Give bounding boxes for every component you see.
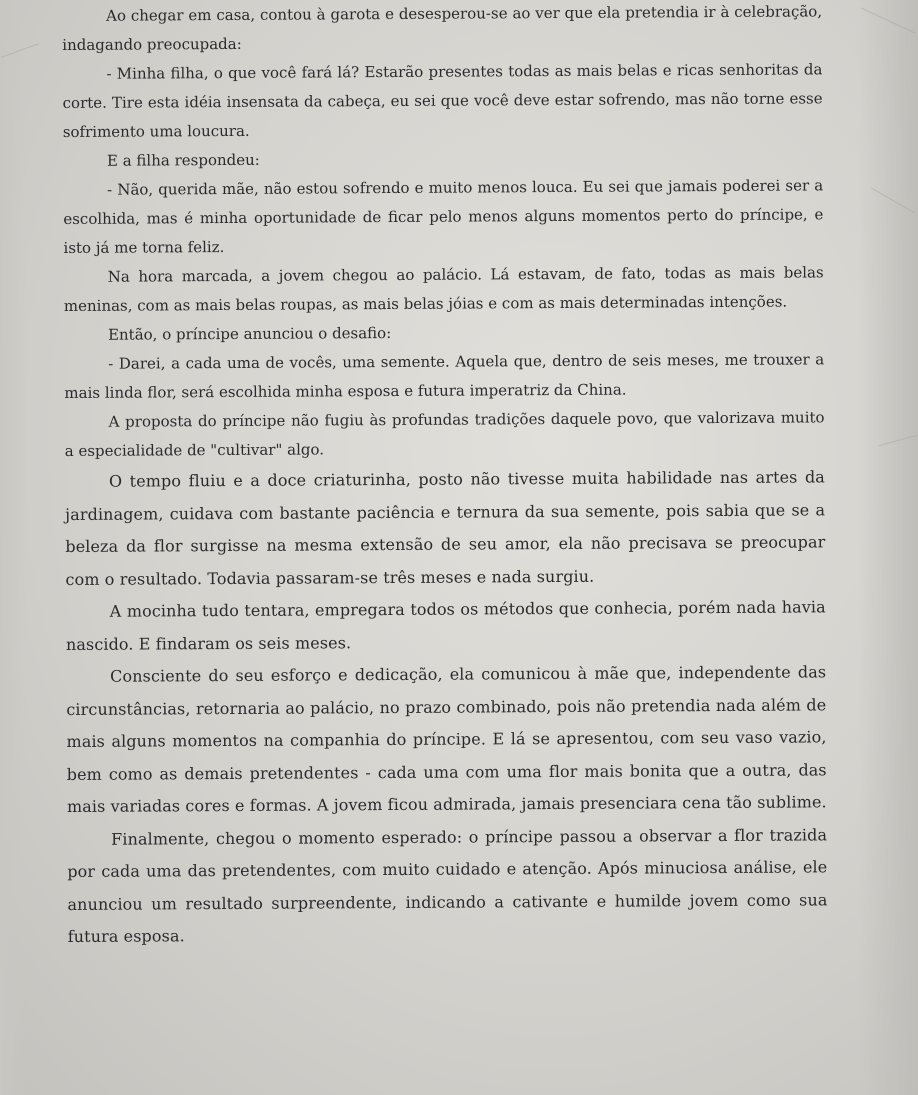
story-text bbox=[62, 0, 828, 953]
paragraph: - Darei, a cada uma de vocês, uma semente. Aquela que, dentro de seis meses, me trouxer a mais linda flor, será escolhida minha esposa e futura imperatriz da China. bbox=[64, 350, 825, 402]
paragraph: - Não, querida mãe, não estou sofrendo e muito menos louca. Eu sei que jamais poderei ser a escolhida, mas é minha oportunidade de ficar pelo menos alguns momentos perto do príncipe, e isto já me torna feliz. bbox=[63, 176, 824, 257]
paragraph: Consciente do seu esforço e dedicação, ela comunicou à mãe que, independente das circunstâncias, retornaria ao palácio, no prazo combinado, pois não pretendia nada além de mais alguns momentos na companhia do príncipe. E lá se apresentou, com seu vaso vazio, bem como as demais pretendentes - cada uma com uma flor mais bonita que a outra, das mais variadas cores e formas. A jovem ficou admirada, jamais presenciara cena tão sublime. bbox=[66, 662, 827, 816]
paragraph: E a filha respondeu: bbox=[106, 150, 260, 170]
paper-right-shadow bbox=[858, 0, 918, 1095]
paragraph: Ao chegar em casa, contou à garota e desesperou-se ao ver que ela pretendia ir à celebração, indagando preocupada: bbox=[62, 2, 823, 54]
paragraph: A mocinha tudo tentara, empregara todos os métodos que conhecia, porém nada havia nascido. E findaram os seis meses. bbox=[65, 597, 826, 654]
paragraph: Então, o príncipe anunciou o desafio: bbox=[107, 323, 392, 344]
paragraph: - Minha filha, o que você fará lá? Estarão presentes todas as mais belas e ricas senhoritas da corte. Tire esta idéia insensata da cabeça, eu sei que você deve estar sofrendo, mas não torne esse sofrimento uma loucura. bbox=[62, 60, 823, 141]
paragraph: O tempo fluiu e a doce criaturinha, posto não tivesse muita habilidade nas artes da jardinagem, cuidava com bastante paciência e ternura da sua semente, pois sabia que se a beleza da flor surgisse na mesma extensão de seu amor, ela não precisava se preocupar com o resultado. Todavia passaram-se três meses e nada surgiu. bbox=[65, 467, 826, 589]
paragraph: Finalmente, chegou o momento esperado: o príncipe passou a observar a flor trazida por cada uma das pretendentes, com muito cuidado e atenção. Após minuciosa análise, ele anunciou um resultado surpreendente, indicando a cativante e humilde jovem como sua futura esposa. bbox=[67, 824, 828, 946]
paragraph: A proposta do príncipe não fugiu às profundas tradições daquele povo, que valorizava muito a especialidade de "cultivar" algo. bbox=[64, 408, 825, 460]
paragraph: Na hora marcada, a jovem chegou ao palácio. Lá estavam, de fato, todas as mais belas meninas, com as mais belas roupas, as mais belas jóias e com as mais determinadas intenções. bbox=[63, 263, 824, 315]
paper-left-shadow bbox=[0, 0, 26, 1095]
